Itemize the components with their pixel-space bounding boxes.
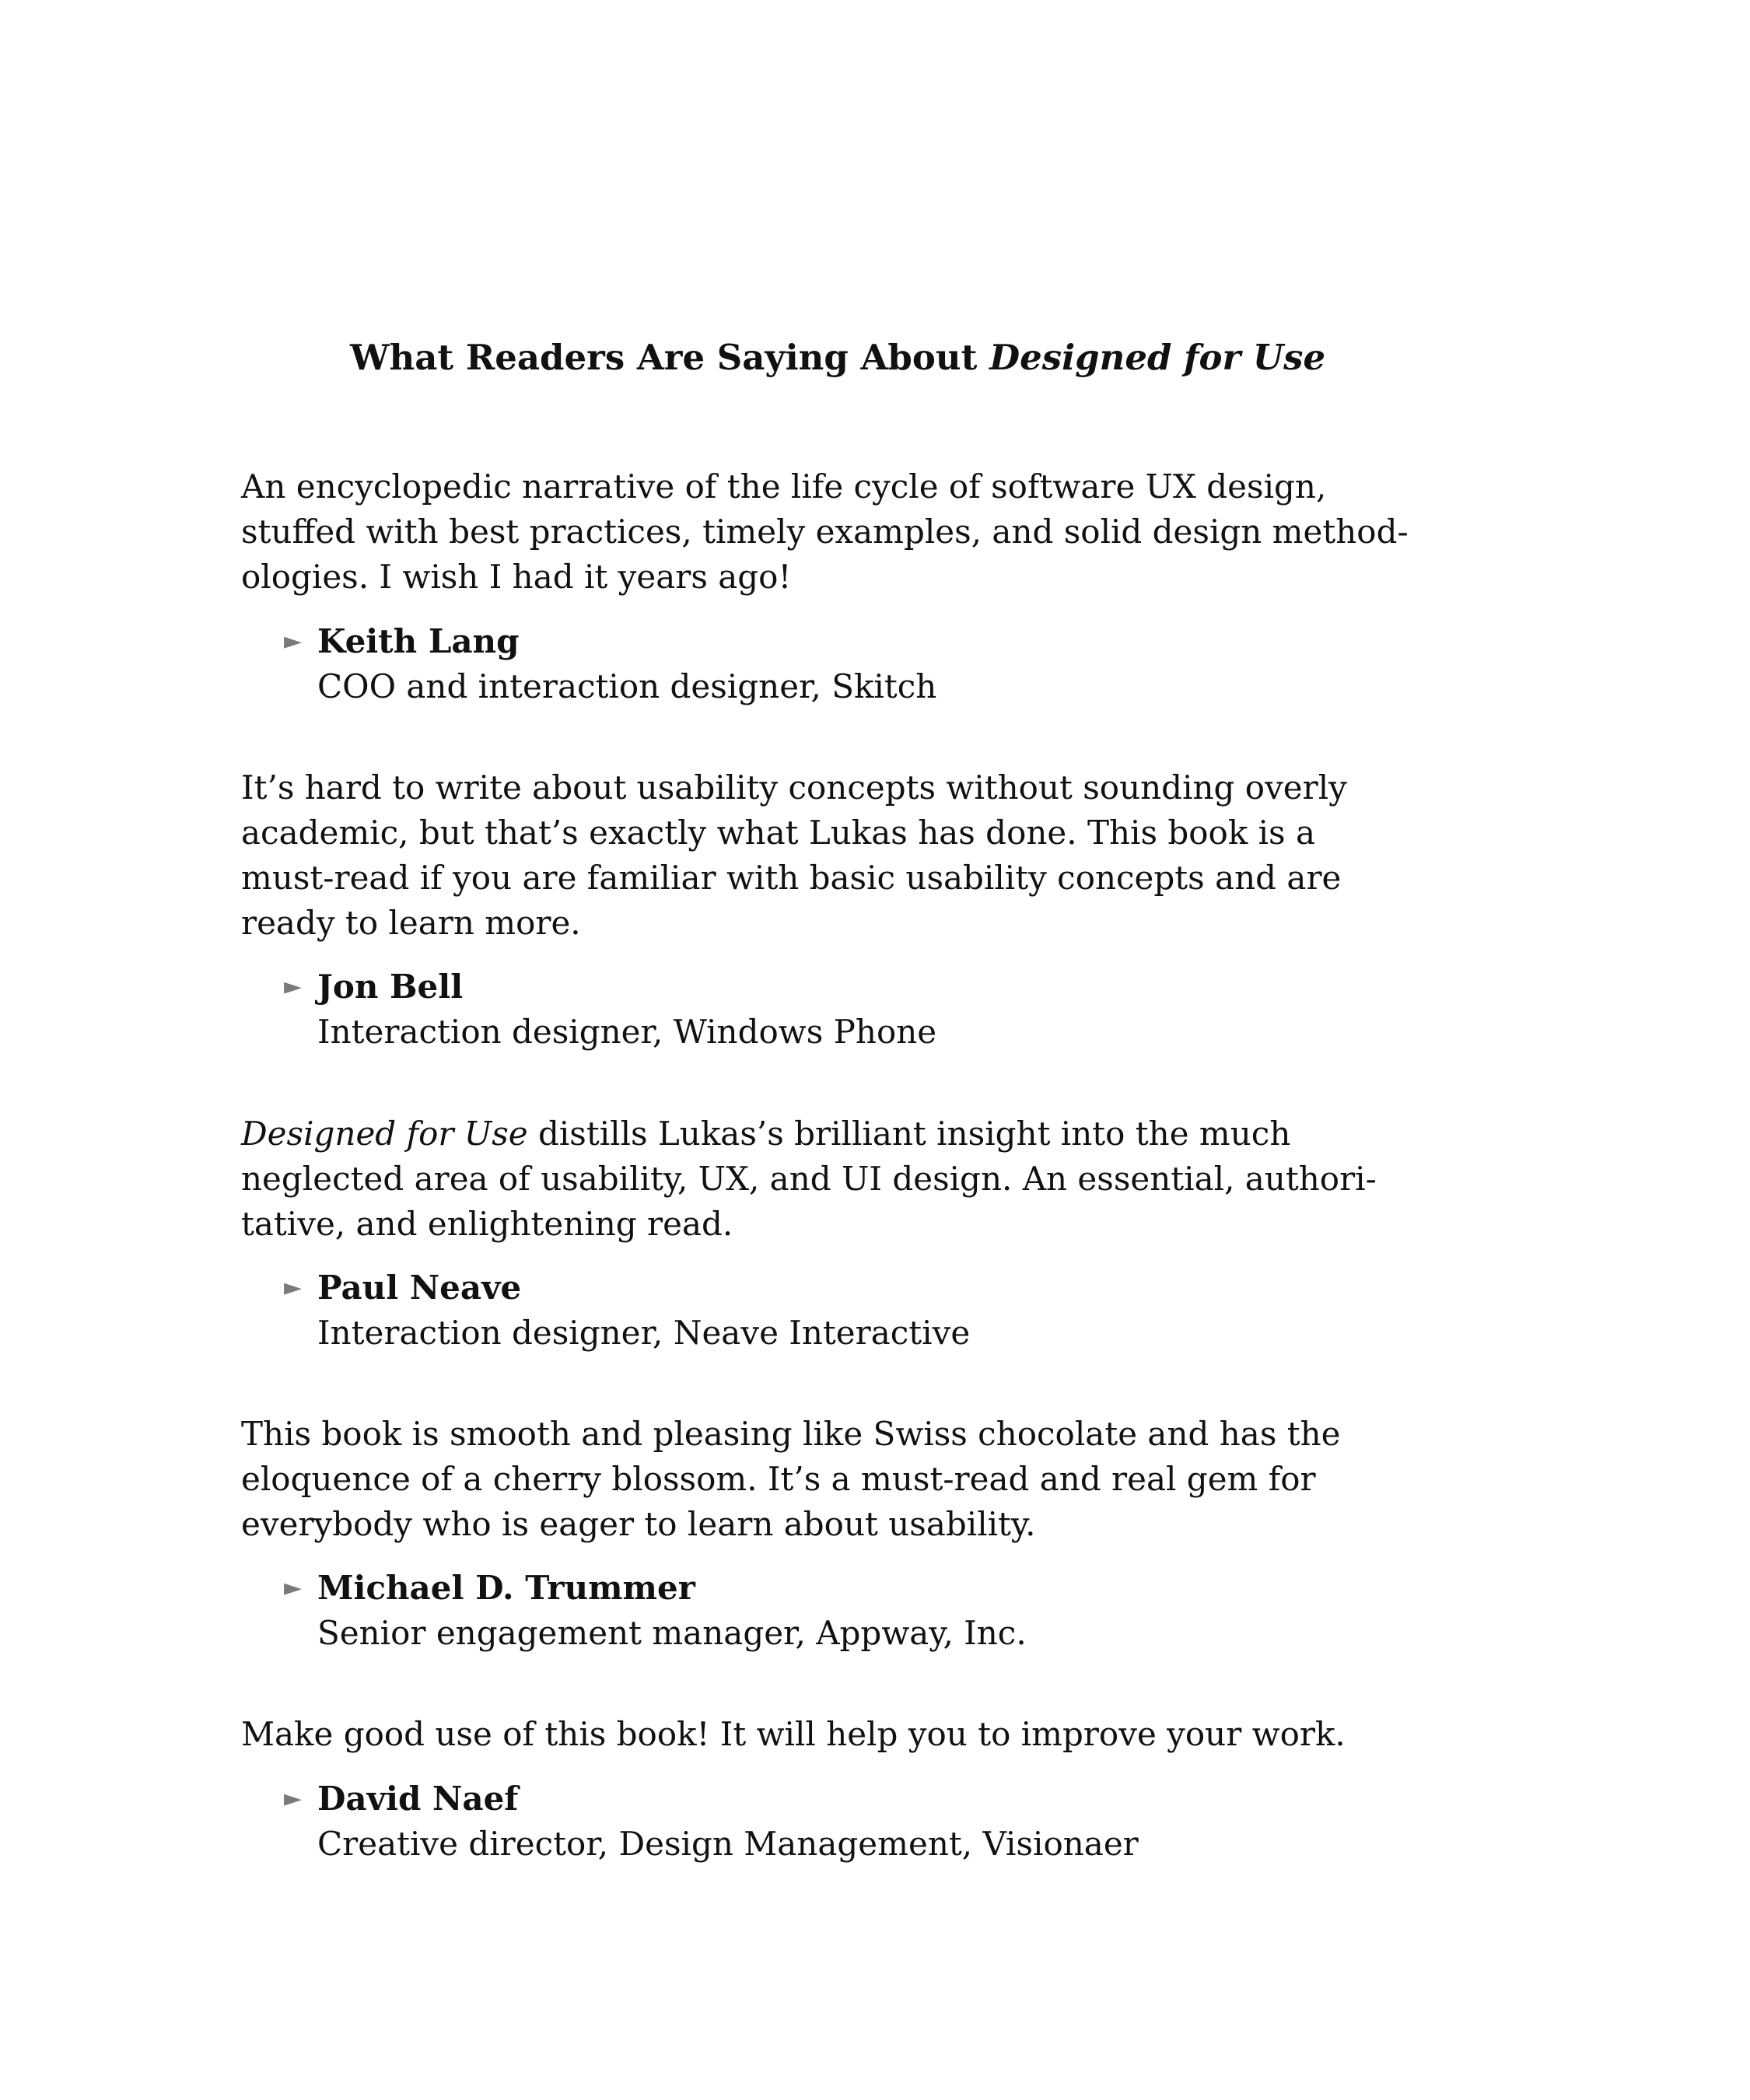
reviewer-role: Senior engagement manager, Appway, Inc. bbox=[317, 1614, 1027, 1652]
quote-line: academic, but that’s exactly what Lukas has done. This book is a bbox=[241, 814, 1315, 852]
quote-line: must-read if you are familiar with basic usability concepts and are bbox=[241, 859, 1342, 897]
quote-line: ologies. I wish I had it years ago! bbox=[241, 558, 792, 596]
attribution-name-row bbox=[284, 964, 1451, 1010]
quote-line bbox=[241, 1111, 1408, 1157]
testimonial-quote bbox=[241, 765, 1408, 946]
right-pointer-icon: ► bbox=[284, 1574, 303, 1601]
quote-line: everybody who is eager to learn about usability. bbox=[241, 1505, 1036, 1543]
reviewer-name: Jon Bell bbox=[317, 968, 464, 1006]
testimonial-attribution bbox=[284, 1776, 1451, 1867]
reviewer-role: Interaction designer, Windows Phone bbox=[317, 1013, 937, 1051]
quote-line: neglected area of usability, UX, and UI design. An essential, authori- bbox=[241, 1160, 1377, 1198]
testimonial-quote bbox=[241, 1712, 1408, 1757]
quote-line: tative, and enlightening read. bbox=[241, 1205, 733, 1243]
right-pointer-icon: ► bbox=[284, 628, 303, 655]
right-pointer-icon: ► bbox=[284, 1274, 303, 1301]
attribution-name-row bbox=[284, 1566, 1451, 1611]
attribution-name-row bbox=[284, 619, 1451, 664]
reviewer-name: Paul Neave bbox=[317, 1269, 522, 1307]
quote-line: stuffed with best practices, timely examples, and solid design method- bbox=[241, 513, 1409, 551]
quote-line-rest: distills Lukas’s brilliant insight into the much bbox=[527, 1115, 1291, 1153]
reviewer-name: Keith Lang bbox=[317, 622, 520, 660]
title-prefix: What Readers Are Saying About bbox=[350, 337, 978, 378]
testimonial-attribution bbox=[284, 619, 1451, 709]
attribution-name-row bbox=[284, 1265, 1451, 1311]
testimonial-quote bbox=[241, 1412, 1408, 1547]
testimonial-attribution bbox=[284, 1265, 1451, 1356]
quote-line: eloquence of a cherry blossom. It’s a must-read and real gem for bbox=[241, 1460, 1316, 1498]
quote-line: It’s hard to write about usability concepts without sounding overly bbox=[241, 768, 1347, 807]
quote-line: An encyclopedic narrative of the life cycle of software UX design, bbox=[241, 467, 1327, 506]
reviewer-role: Interaction designer, Neave Interactive bbox=[317, 1314, 971, 1352]
testimonial-quote bbox=[241, 1111, 1408, 1247]
quote-line: ready to learn more. bbox=[241, 904, 581, 942]
reviewer-role: COO and interaction designer, Skitch bbox=[317, 667, 937, 705]
attribution-name-row bbox=[284, 1776, 1451, 1822]
reviewer-role: Creative director, Design Management, Visionaer bbox=[317, 1825, 1139, 1863]
right-pointer-icon: ► bbox=[284, 973, 303, 1000]
quote-book-title: Designed for Use bbox=[241, 1115, 528, 1153]
title-book-name: Designed for Use bbox=[989, 337, 1326, 378]
testimonial-attribution bbox=[284, 1566, 1451, 1656]
page-title bbox=[0, 334, 1750, 381]
right-pointer-icon: ► bbox=[284, 1785, 303, 1812]
reviewer-name: David Naef bbox=[317, 1780, 519, 1818]
quote-line: This book is smooth and pleasing like Swiss chocolate and has the bbox=[241, 1415, 1341, 1453]
testimonial-quote bbox=[241, 464, 1408, 600]
testimonial-attribution bbox=[284, 964, 1451, 1055]
reviewer-name: Michael D. Trummer bbox=[317, 1569, 695, 1607]
quote-line: Make good use of this book! It will help you to improve your work. bbox=[241, 1715, 1346, 1753]
